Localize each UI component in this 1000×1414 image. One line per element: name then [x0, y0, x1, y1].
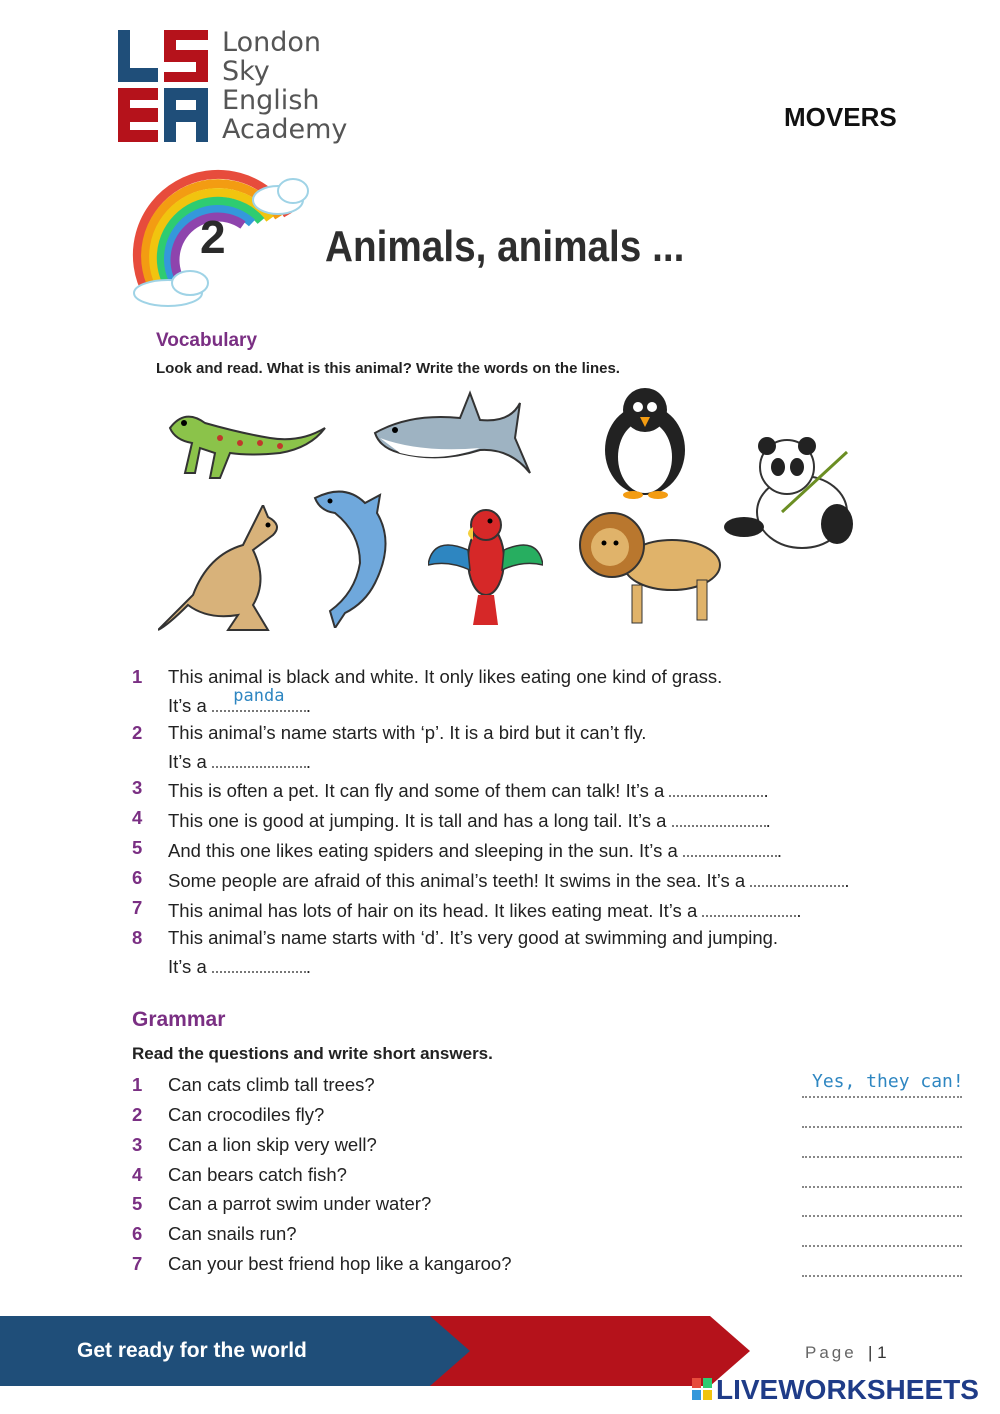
- unit-number: 2: [200, 211, 226, 263]
- question-text: This animal’s name starts with ‘p’. It is a bird but it can’t fly.: [168, 722, 647, 743]
- question-text: Can your best friend hop like a kangaroo?: [168, 1253, 512, 1274]
- answer-blank[interactable]: [702, 897, 796, 917]
- question-number: 5: [132, 837, 143, 858]
- question-number: 2: [132, 1104, 143, 1125]
- vocabulary-instruction: Look and read. What is this animal? Write the words on the lines.: [156, 360, 620, 377]
- question-text: Can cats climb tall trees?: [168, 1074, 375, 1095]
- panda-icon: [722, 432, 862, 552]
- answer-prefix: It’s a: [168, 751, 207, 772]
- grammar-instruction: Read the questions and write short answers.: [132, 1044, 493, 1063]
- grammar-answer-blank[interactable]: [802, 1168, 962, 1188]
- question-text: Some people are afraid of this animal’s teeth! It swims in the sea. It’s a: [168, 870, 746, 891]
- level-label: MOVERS: [784, 102, 897, 132]
- question-number: 8: [132, 927, 143, 948]
- answer-prefix: It’s a: [168, 695, 207, 716]
- example-answer: panda: [233, 686, 285, 706]
- question-number: 6: [132, 1223, 143, 1244]
- question-text: This animal has lots of hair on its head. It likes eating meat. It’s a: [168, 900, 698, 921]
- question-number: 1: [132, 1074, 143, 1095]
- answer-blank[interactable]: [750, 867, 844, 887]
- question-text: Can snails run?: [168, 1223, 297, 1244]
- grammar-answer-blank[interactable]: [802, 1108, 962, 1128]
- liveworksheets-brand: LIVEWORKSHEETS: [716, 1374, 979, 1405]
- question-number: 2: [132, 722, 143, 743]
- answer-prefix: It’s a: [168, 956, 207, 977]
- logo-text: [222, 28, 347, 144]
- grammar-heading: Grammar: [132, 1008, 226, 1031]
- parrot-icon: [428, 495, 543, 630]
- answer-blank[interactable]: [212, 748, 306, 768]
- question-text: This one is good at jumping. It is tall and has a long tail. It’s a: [168, 810, 667, 831]
- question-text: And this one likes eating spiders and sleeping in the sun. It’s a: [168, 840, 678, 861]
- logo-line: London: [222, 27, 321, 58]
- dolphin-icon: [305, 483, 415, 628]
- unit-title: Animals, animals ...: [325, 222, 685, 271]
- question-number: 4: [132, 1164, 143, 1185]
- page-label: Page: [805, 1343, 857, 1362]
- lion-icon: [572, 505, 732, 625]
- question-number: 7: [132, 1253, 143, 1274]
- page-number: | 1: [868, 1343, 887, 1362]
- question-number: 7: [132, 897, 143, 918]
- logo-line: Sky: [222, 56, 270, 87]
- footer-slogan: Get ready for the world: [77, 1339, 307, 1362]
- grammar-answer-blank[interactable]: [802, 1197, 962, 1217]
- shark-icon: [370, 388, 535, 483]
- lizard-icon: [160, 398, 335, 488]
- logo-line: Academy: [222, 114, 348, 145]
- liveworksheets-logo-icon: [692, 1378, 712, 1400]
- question-text: Can a parrot swim under water?: [168, 1193, 432, 1214]
- question-number: 3: [132, 1134, 143, 1155]
- example-answer: Yes, they can!: [812, 1071, 964, 1092]
- question-text: This is often a pet. It can fly and some of them can talk! It’s a: [168, 780, 665, 801]
- question-text: Can bears catch fish?: [168, 1164, 347, 1185]
- grammar-answer-blank[interactable]: [802, 1257, 962, 1277]
- penguin-icon: [588, 385, 703, 500]
- question-number: 1: [132, 666, 143, 687]
- answer-blank[interactable]: [672, 807, 766, 827]
- question-number: 5: [132, 1193, 143, 1214]
- grammar-answer-blank[interactable]: [802, 1138, 962, 1158]
- question-number: 4: [132, 807, 143, 828]
- question-number: 3: [132, 777, 143, 798]
- logo-line: English: [222, 85, 320, 116]
- answer-blank[interactable]: [212, 686, 306, 712]
- question-text: Can crocodiles fly?: [168, 1104, 325, 1125]
- vocabulary-heading: Vocabulary: [156, 330, 258, 351]
- question-text: Can a lion skip very well?: [168, 1134, 377, 1155]
- answer-blank[interactable]: [212, 953, 306, 973]
- grammar-answer-blank[interactable]: [802, 1227, 962, 1247]
- answer-blank[interactable]: [683, 837, 777, 857]
- academy-logo: [118, 30, 208, 142]
- answer-blank[interactable]: [669, 777, 763, 797]
- question-text: This animal is black and white. It only likes eating one kind of grass.: [168, 666, 723, 687]
- kangaroo-icon: [158, 505, 293, 635]
- question-number: 6: [132, 867, 143, 888]
- question-text: This animal’s name starts with ‘d’. It’s very good at swimming and jumping.: [168, 927, 779, 948]
